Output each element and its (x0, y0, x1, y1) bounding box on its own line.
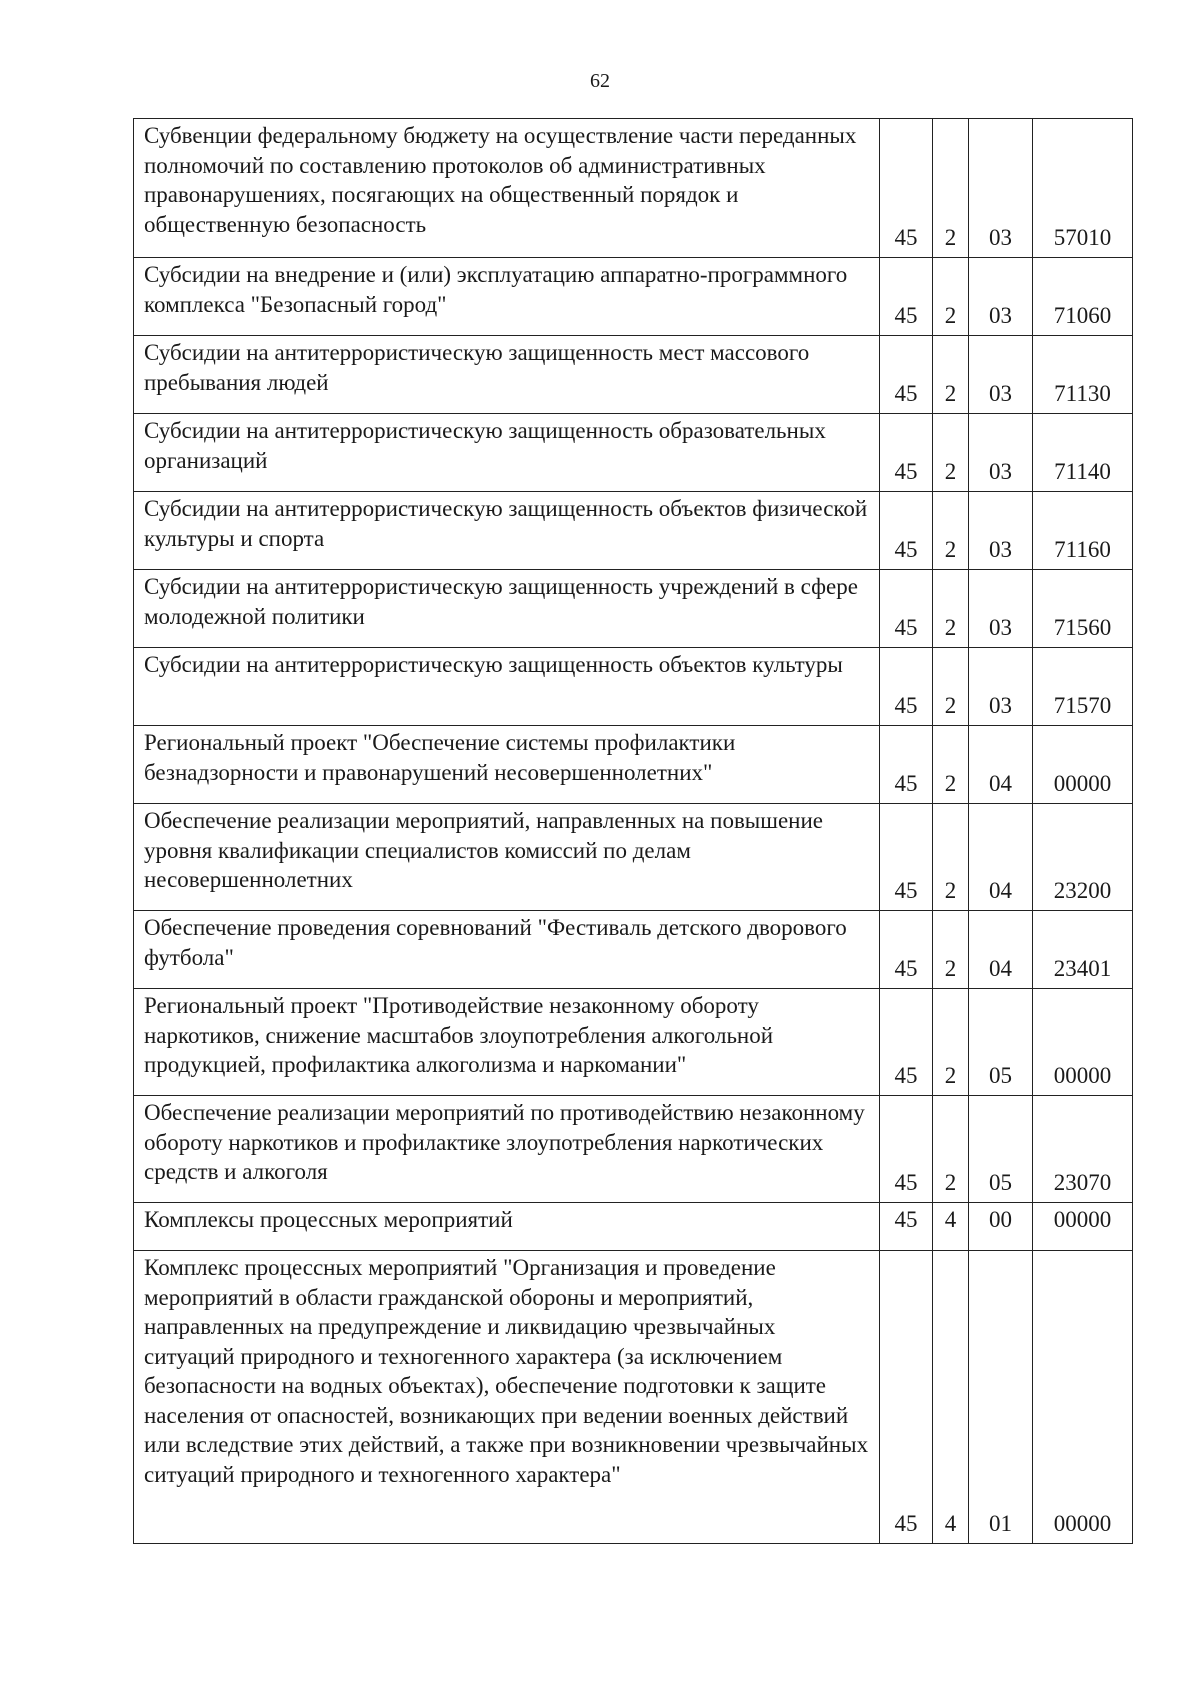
code-group: 04 (969, 911, 1033, 989)
code-program: 45 (880, 989, 933, 1096)
row-description: Обеспечение реализации мероприятий, направленных на повышение уровня квалификации специалистов комиссий по делам несовершеннолетних (134, 804, 880, 911)
code-group: 03 (969, 414, 1033, 492)
code-type: 2 (933, 492, 969, 570)
code-type: 2 (933, 570, 969, 648)
code-direction: 71140 (1033, 414, 1133, 492)
table-row (134, 258, 1133, 336)
table-row (134, 414, 1133, 492)
page-number: 62 (590, 70, 610, 92)
code-program: 45 (880, 1096, 933, 1203)
code-direction: 71160 (1033, 492, 1133, 570)
code-direction: 23401 (1033, 911, 1133, 989)
code-program: 45 (880, 648, 933, 726)
code-type: 2 (933, 336, 969, 414)
code-program: 45 (880, 1251, 933, 1544)
code-program: 45 (880, 1203, 933, 1251)
row-description: Субсидии на антитеррористическую защищенность мест массового пребывания людей (134, 336, 880, 414)
row-description: Субсидии на антитеррористическую защищенность учреждений в сфере молодежной политики (134, 570, 880, 648)
code-type: 2 (933, 804, 969, 911)
row-description: Субсидии на антитеррористическую защищенность объектов физической культуры и спорта (134, 492, 880, 570)
row-description: Обеспечение проведения соревнований "Фестиваль детского дворового футбола" (134, 911, 880, 989)
code-group: 01 (969, 1251, 1033, 1544)
code-type: 4 (933, 1251, 969, 1544)
code-group: 04 (969, 804, 1033, 911)
table-row (134, 989, 1133, 1096)
code-type: 2 (933, 258, 969, 336)
code-type: 2 (933, 911, 969, 989)
code-program: 45 (880, 570, 933, 648)
table-row (134, 804, 1133, 911)
row-description: Региональный проект "Противодействие незаконному обороту наркотиков, снижение масштабов злоупотребления алкогольной продукцией, профилактика алкоголизма и наркомании" (134, 989, 880, 1096)
code-direction: 23070 (1033, 1096, 1133, 1203)
code-direction: 71560 (1033, 570, 1133, 648)
code-group: 00 (969, 1203, 1033, 1251)
table-row (134, 1203, 1133, 1251)
code-direction: 23200 (1033, 804, 1133, 911)
code-type: 2 (933, 1096, 969, 1203)
code-group: 03 (969, 492, 1033, 570)
code-type: 2 (933, 648, 969, 726)
code-direction: 00000 (1033, 1203, 1133, 1251)
code-group: 03 (969, 119, 1033, 258)
code-direction: 57010 (1033, 119, 1133, 258)
code-program: 45 (880, 414, 933, 492)
code-program: 45 (880, 911, 933, 989)
table-row (134, 492, 1133, 570)
code-program: 45 (880, 492, 933, 570)
row-description: Комплекс процессных мероприятий "Организация и проведение мероприятий в области гражданской обороны и мероприятий, направленных на предупреждение и ликвидацию чрезвычайных ситуаций природного и техногенного характера (за исключением безопасности на водных объектах), обеспечение подготовки к защите населения от опасностей, возникающих при ведении военных действий или вследствие этих действий, а также при возникновении чрезвычайных ситуаций природного и техногенного характера" (134, 1251, 880, 1544)
table-row (134, 336, 1133, 414)
code-group: 03 (969, 336, 1033, 414)
row-description: Региональный проект "Обеспечение системы профилактики безнадзорности и правонарушений несовершеннолетних" (134, 726, 880, 804)
row-description: Комплексы процессных мероприятий (134, 1203, 880, 1251)
row-description: Обеспечение реализации мероприятий по противодействию незаконному обороту наркотиков и профилактике злоупотребления наркотических средств и алкоголя (134, 1096, 880, 1203)
code-group: 03 (969, 570, 1033, 648)
code-program: 45 (880, 804, 933, 911)
code-program: 45 (880, 119, 933, 258)
code-type: 2 (933, 989, 969, 1096)
table-row (134, 648, 1133, 726)
code-direction: 00000 (1033, 726, 1133, 804)
table-row (134, 119, 1133, 258)
table-row (134, 726, 1133, 804)
code-direction: 71130 (1033, 336, 1133, 414)
row-description: Субсидии на внедрение и (или) эксплуатацию аппаратно-программного комплекса "Безопасный город" (134, 258, 880, 336)
row-description: Субвенции федеральному бюджету на осуществление части переданных полномочий по составлению протоколов об административных правонарушениях, посягающих на общественный порядок и общественную безопасность (134, 119, 880, 258)
row-description: Субсидии на антитеррористическую защищенность образовательных организаций (134, 414, 880, 492)
budget-classification-table (133, 118, 1133, 1544)
code-type: 2 (933, 119, 969, 258)
table-row (134, 1251, 1133, 1544)
code-program: 45 (880, 726, 933, 804)
code-type: 2 (933, 726, 969, 804)
table-row (134, 911, 1133, 989)
code-type: 4 (933, 1203, 969, 1251)
code-direction: 00000 (1033, 989, 1133, 1096)
code-group: 05 (969, 989, 1033, 1096)
code-direction: 71060 (1033, 258, 1133, 336)
code-program: 45 (880, 258, 933, 336)
code-direction: 00000 (1033, 1251, 1133, 1544)
code-group: 04 (969, 726, 1033, 804)
table-row (134, 1096, 1133, 1203)
code-direction: 71570 (1033, 648, 1133, 726)
code-type: 2 (933, 414, 969, 492)
code-group: 03 (969, 258, 1033, 336)
code-group: 03 (969, 648, 1033, 726)
row-description: Субсидии на антитеррористическую защищенность объектов культуры (134, 648, 880, 726)
code-program: 45 (880, 336, 933, 414)
table-row (134, 570, 1133, 648)
code-group: 05 (969, 1096, 1033, 1203)
